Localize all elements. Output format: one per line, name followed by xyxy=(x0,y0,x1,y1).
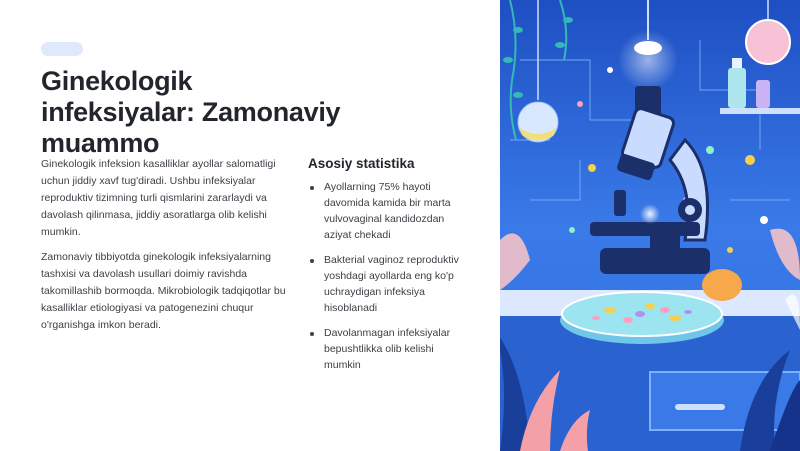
statistics-item: Bakterial vaginoz reproduktiv yoshdagi ayollarda eng ko'p uchraydigan infeksiya hisoblanadi xyxy=(308,252,468,316)
tag-pill xyxy=(41,42,83,56)
petri-dish xyxy=(560,292,724,344)
illustration-svg xyxy=(500,0,800,451)
statistics-section xyxy=(308,156,468,382)
statistics-item: Davolanmagan infeksiyalar bepushtlikka olib kelishi mumkin xyxy=(308,325,468,373)
microscope-lab-illustration-icon xyxy=(500,0,800,451)
statistics-item: Ayollarning 75% hayoti davomida kamida bir marta vulvovaginal kandidozdan aziyat chekadi xyxy=(308,179,468,243)
slide-title xyxy=(41,66,351,159)
paragraph-1: Ginekologik infeksion kasalliklar ayollar salomatligi uchun jiddiy xavf tug'diradi. Ushbu infeksiyalar reproduktiv tizimning turli qismlarini zararlaydi va davolash qilinmasa, jiddiy asoratlarga olib kelishi mumkin. xyxy=(41,158,276,238)
beaker xyxy=(702,269,742,301)
paragraph-2: Zamonaviy tibbiyotda ginekologik infeksiyalarning tashxisi va davolash usullari doimiy ravishda takomillashib bormoqda. Mikrobiologik tadqiqotlar bu kasalliklar etiologiyasi va patogenezini chuqur o'rganishga imkon beradi. xyxy=(41,251,286,331)
title-line-3: muammo xyxy=(41,128,160,158)
statistics-heading: Asosiy statistika xyxy=(308,156,415,171)
drawer-handle xyxy=(675,404,725,410)
title-line-2: infeksiyalar: Zamonaviy xyxy=(41,97,341,127)
statistics-list xyxy=(308,179,468,373)
body-text xyxy=(41,156,291,342)
title-line-1: Ginekologik xyxy=(41,66,193,96)
